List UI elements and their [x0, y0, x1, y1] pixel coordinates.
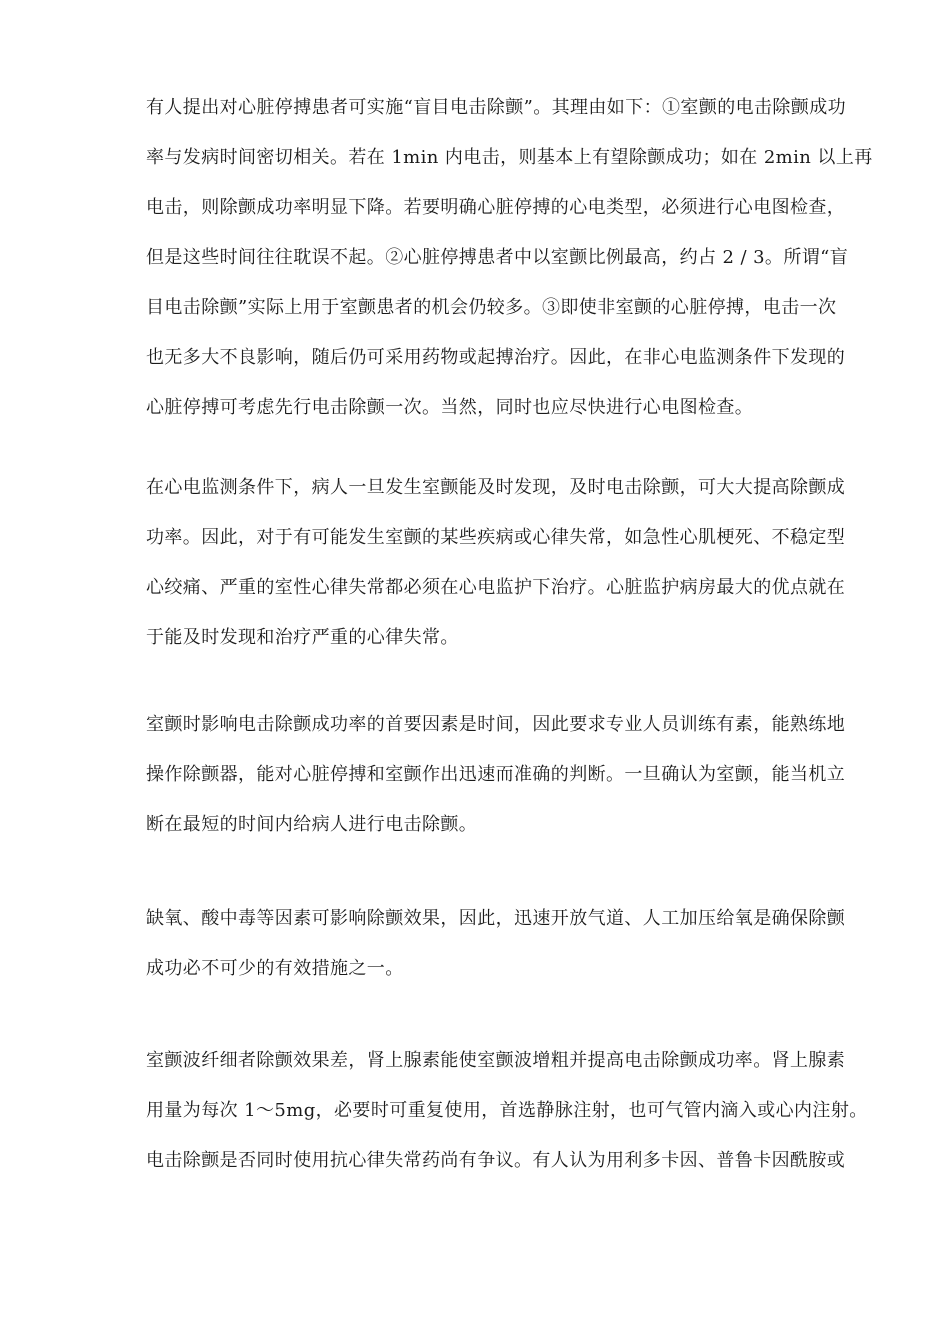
text-line: 心绞痛、严重的室性心律失常都必须在心电监护下治疗。心脏监护病房最大的优点就在	[146, 577, 846, 598]
text-line: 室颤波纤细者除颤效果差，肾上腺素能使室颤波增粗并提高电击除颤成功率。肾上腺素	[146, 1050, 846, 1071]
text-line: 电击除颤是否同时使用抗心律失常药尚有争议。有人认为用利多卡因、普鲁卡因酰胺或	[146, 1150, 846, 1171]
text-line: 目电击除颤”实际上用于室颤患者的机会仍较多。③即使非室颤的心脏停搏，电击一次	[146, 297, 837, 318]
text-line: 于能及时发现和治疗严重的心律失常。	[146, 627, 459, 648]
text-line: 也无多大不良影响，随后仍可采用药物或起搏治疗。因此，在非心电监测条件下发现的	[146, 347, 846, 368]
paragraph-hypoxia-acidosis	[146, 894, 876, 994]
text-line: 心脏停搏可考虑先行电击除颤一次。当然，同时也应尽快进行心电图检查。	[146, 397, 754, 418]
paragraph-time-factor	[146, 700, 876, 850]
text-line: 断在最短的时间内给病人进行电击除颤。	[146, 814, 478, 835]
paragraph-epinephrine	[146, 1036, 876, 1186]
text-line: 有人提出对心脏停搏患者可实施“盲目电击除颤”。其理由如下：①室颤的电击除颤成功	[146, 97, 847, 118]
text-line: 缺氧、酸中毒等因素可影响除颤效果，因此，迅速开放气道、人工加压给氧是确保除颤	[146, 908, 846, 929]
text-line: 电击，则除颤成功率明显下降。若要明确心脏停搏的心电类型，必须进行心电图检查，	[146, 197, 846, 218]
text-line: 率与发病时间密切相关。若在 1min 内电击，则基本上有望除颤成功；如在 2min 以上再	[146, 147, 873, 168]
text-line: 操作除颤器，能对心脏停搏和室颤作出迅速而准确的判断。一旦确认为室颤，能当机立	[146, 764, 846, 785]
text-line: 但是这些时间往往耽误不起。②心脏停搏患者中以室颤比例最高，约占 2 / 3。所谓“盲	[146, 247, 849, 268]
text-line: 用量为每次 1～5mg，必要时可重复使用，首选静脉注射，也可气管内滴入或心内注射。	[146, 1100, 868, 1121]
text-line: 室颤时影响电击除颤成功率的首要因素是时间，因此要求专业人员训练有素，能熟练地	[146, 714, 846, 735]
text-line: 在心电监测条件下，病人一旦发生室颤能及时发现，及时电击除颤，可大大提高除颤成	[146, 477, 846, 498]
text-line: 成功必不可少的有效措施之一。	[146, 958, 404, 979]
paragraph-ecg-monitoring	[146, 463, 876, 663]
text-line: 功率。因此，对于有可能发生室颤的某些疾病或心律失常，如急性心肌梗死、不稳定型	[146, 527, 846, 548]
paragraph-blind-defibrillation	[146, 83, 876, 433]
